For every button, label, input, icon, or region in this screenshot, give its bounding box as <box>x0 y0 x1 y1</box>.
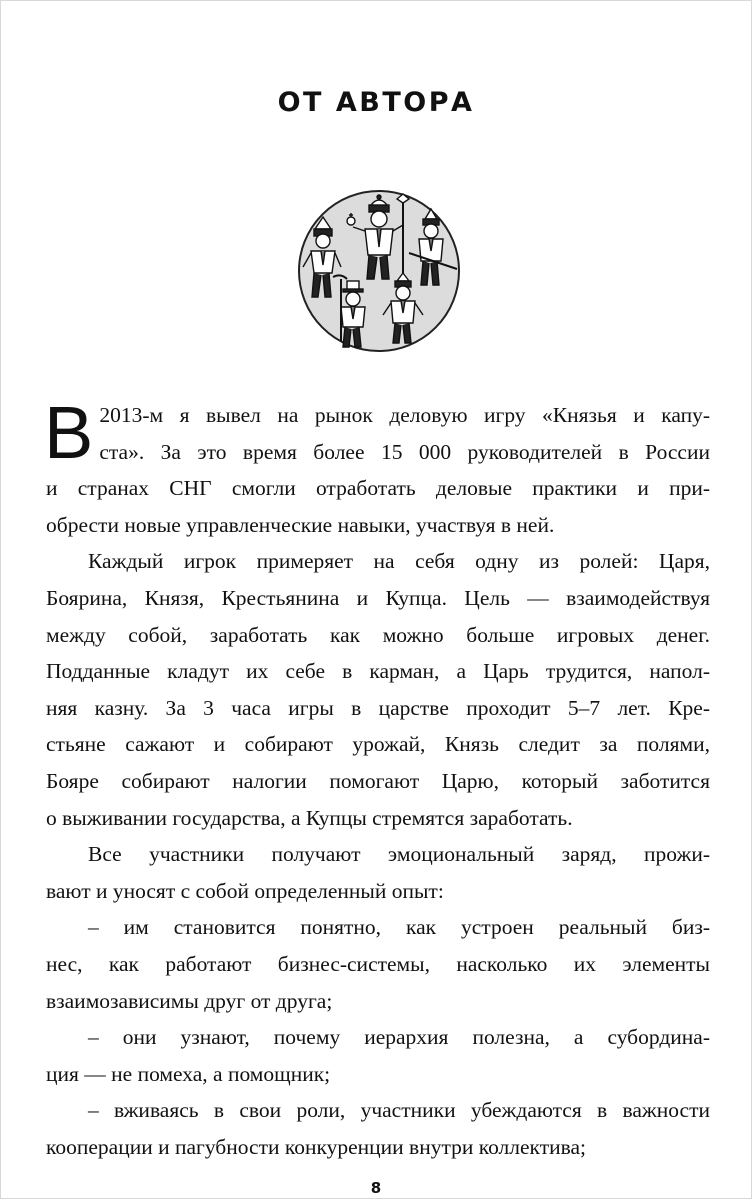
text-line: ста». За это время более 15 000 руководителей в России <box>99 439 710 464</box>
text-line: Каждый игрок примеряет на себя одну из ролей: Царя, <box>88 549 710 574</box>
text-line: взаимозависимы друг от друга; <box>46 988 333 1013</box>
text-line: стьяне сажают и собирают урожай, Князь следит за полями, <box>46 732 710 757</box>
text-line: няя казну. За 3 часа игры в царстве проходит 5–7 лет. Кре- <box>46 695 710 720</box>
text-line: между собой, заработать как можно больше игровых денег. <box>46 622 710 647</box>
text-line: – вживаясь в свои роли, участники убеждаются в важности <box>88 1098 710 1123</box>
text-line: Подданные кладут их себе в карман, а Царь трудится, напол- <box>46 659 710 684</box>
list-item-1 <box>46 909 710 1019</box>
text-line: 2013-м я вывел на рынок деловую игру «Князья и капу- <box>99 403 710 427</box>
text-line: – они узнают, почему иерархия полезна, а субордина- <box>88 1025 710 1050</box>
paragraph-3 <box>46 836 710 909</box>
page-title: ОТ АВТОРА <box>277 87 475 118</box>
paragraph-1 <box>44 391 710 543</box>
page-number: 8 <box>370 1179 382 1197</box>
body-text <box>44 391 710 1165</box>
text-line: кооперации и пагубности конкуренции внутри коллектива; <box>46 1134 587 1159</box>
text-line: нес, как работают бизнес-системы, насколько их элементы <box>46 951 710 976</box>
list-item-3 <box>46 1092 710 1165</box>
illustration-five-characters <box>297 189 461 353</box>
drop-cap: В <box>44 391 94 474</box>
text-line: и странах СНГ смогли отработать деловые практики и при- <box>46 476 710 501</box>
text-line: – им становится понятно, как устроен реальный биз- <box>88 915 710 940</box>
text-line: о выживании государства, а Купцы стремятся заработать. <box>46 805 573 830</box>
list-item-2 <box>46 1019 710 1092</box>
paragraph-2 <box>46 543 710 836</box>
text-line: ция — не помеха, а помощник; <box>46 1061 331 1086</box>
text-line: Боярина, Князя, Крестьянина и Купца. Цель — взаимодействуя <box>46 585 710 610</box>
text-line: обрести новые управленческие навыки, участвуя в ней. <box>46 512 555 537</box>
text-line: вают и уносят с собой определенный опыт: <box>46 878 444 903</box>
text-line: Все участники получают эмоциональный заряд, прожи- <box>88 842 710 867</box>
text-line: Бояре собирают налогии помогают Царю, который заботится <box>46 768 710 793</box>
